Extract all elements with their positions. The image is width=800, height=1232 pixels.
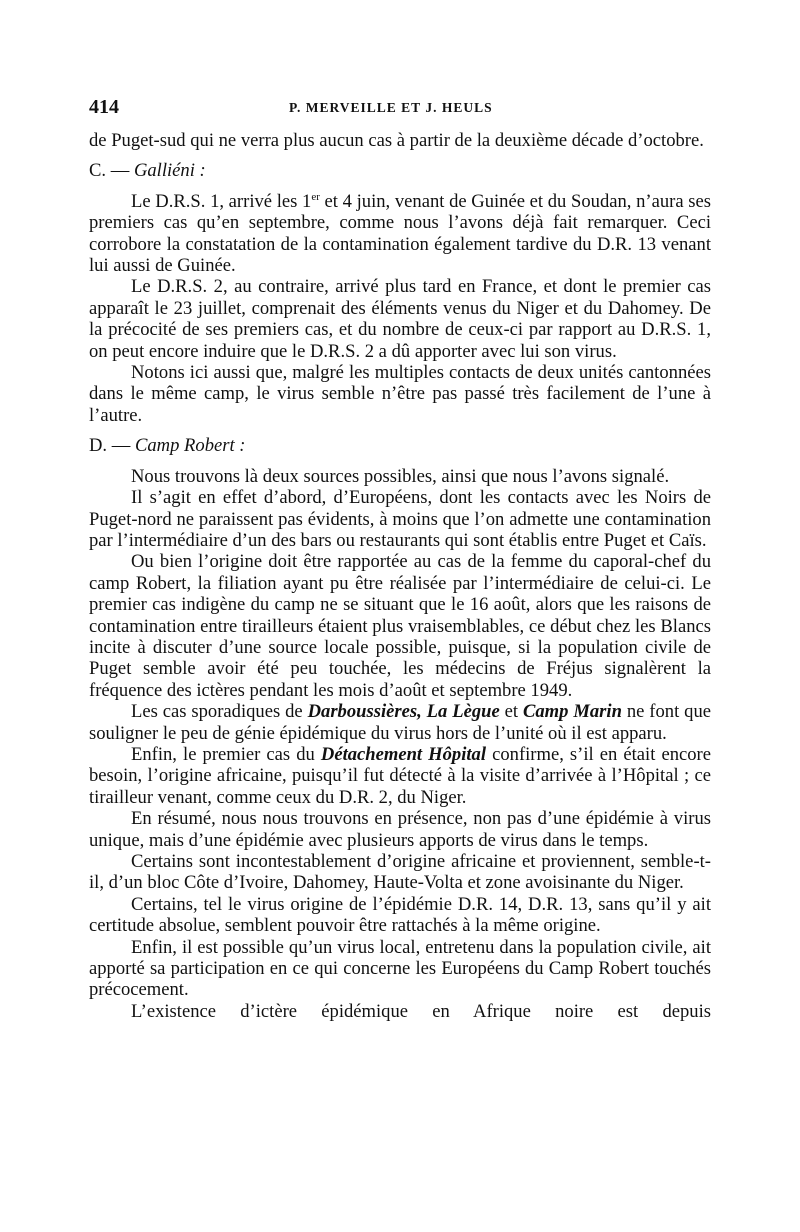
running-head: P. MERVEILLE ET J. HEULS bbox=[289, 100, 493, 115]
paragraph: Nous trouvons là deux sources possibles, ainsi que nous l’avons signalé. bbox=[131, 465, 670, 487]
page-header bbox=[89, 96, 711, 130]
paragraph: Enfin, il est possible qu’un virus local, entretenu dans la population civile, ait apporté sa participation en ce qui concerne les Européens du Camp Robert touchés précocement. bbox=[89, 936, 711, 1001]
section-heading-d bbox=[89, 435, 711, 456]
place-name: Détachement Hôpital bbox=[320, 743, 487, 765]
paragraph-text: Le D.R.S. 1, arrivé les 1 bbox=[131, 190, 312, 212]
paragraph-text: Les cas sporadiques de bbox=[131, 701, 308, 723]
section-title: Camp Robert : bbox=[134, 435, 246, 457]
paragraph: de Puget-sud qui ne verra plus aucun cas à partir de la deuxième décade d’octobre. bbox=[89, 130, 704, 151]
page-number: 414 bbox=[89, 96, 119, 118]
superscript: er bbox=[311, 190, 320, 203]
paragraph-text: et 4 juin, venant de Guinée et du Soudan, n’aura ses premiers cas qu’en septembre, comme nous l’avons déjà fait remarquer. Ceci corrobore la constatation de la contamination également tardive du D.R. 13 venant lui aussi de Guinée. bbox=[89, 190, 711, 277]
paragraph-text: et bbox=[499, 701, 523, 723]
paragraph: L’existence d’ictère épidémique en Afrique noire est depuis bbox=[131, 1000, 711, 1022]
section-title: Galliéni : bbox=[133, 160, 206, 182]
paragraph: Ou bien l’origine doit être rapportée au cas de la femme du caporal-chef du camp Robert, la filiation ayant pu être réalisée par l’intermédiaire de celui-ci. Le premier cas indigène du camp ne se situant que le 16 août, alors que les raisons de contamination entre tirailleurs étaient plus vraisemblables, ce début chez les Blancs incite à discuter d’une source locale possible, puisque, si la population civile de Puget semble avoir été peu touchée, les médecins de Fréjus signalèrent la fréquence des ictères pendant les mois d’août et septembre 1949. bbox=[89, 551, 711, 701]
paragraph-text: Enfin, le premier cas du bbox=[131, 743, 321, 765]
paragraph: Il s’agit en effet d’abord, d’Européens, dont les contacts avec les Noirs de Puget-nord ne paraissent pas évidents, à moins que l’on admette une contamination par l’intermédiaire d’un des bars ou restaurants qui sont établis entre Puget et Caïs. bbox=[89, 487, 711, 551]
paragraph-text: ne font que souligner le peu de génie épidémique du virus hors de l’unité où il est apparu. bbox=[89, 701, 711, 744]
place-name: Darboussières, La Lègue bbox=[307, 701, 500, 723]
document-page bbox=[89, 96, 711, 1022]
paragraph: En résumé, nous nous trouvons en présence, non pas d’une épidémie à virus unique, mais d’une épidémie avec plusieurs apports de virus dans le temps. bbox=[89, 808, 711, 851]
place-name: Camp Marin bbox=[522, 701, 622, 723]
paragraph bbox=[89, 701, 711, 744]
section-heading-c bbox=[89, 160, 711, 181]
paragraph bbox=[89, 191, 711, 277]
paragraph: Certains sont incontestablement d’origine africaine et proviennent, semble-t-il, d’un bloc Côte d’Ivoire, Dahomey, Haute-Volta et zone avoisinante du Niger. bbox=[89, 851, 711, 894]
paragraph: Le D.R.S. 2, au contraire, arrivé plus tard en France, et dont le premier cas apparaît le 23 juillet, comprenait des éléments venus du Niger et du Dahomey. De la précocité de ses premiers cas, et du nombre de ceux-ci par rapport au D.R.S. 1, on peut encore induire que le D.R.S. 2 a dû apporter avec lui son virus. bbox=[89, 276, 711, 362]
section-label: D. — bbox=[89, 435, 135, 457]
paragraph: Notons ici aussi que, malgré les multiples contacts de deux unités cantonnées dans le même camp, le virus semble n’être pas passé très facilement de l’une à l’autre. bbox=[89, 362, 711, 426]
paragraph bbox=[89, 744, 711, 808]
body-text bbox=[89, 130, 711, 1022]
section-label: C. — bbox=[89, 160, 134, 182]
paragraph: Certains, tel le virus origine de l’épidémie D.R. 14, D.R. 13, sans qu’il y ait certitude absolue, semblent pouvoir être rattachés à la même origine. bbox=[89, 893, 711, 937]
paragraph-text: confirme, s’il en était encore besoin, l’origine africaine, puisqu’il fut détecté à la visite d’arrivée à l’Hôpital ; ce tirailleur venant, comme ceux du D.R. 2, du Niger. bbox=[89, 743, 711, 808]
